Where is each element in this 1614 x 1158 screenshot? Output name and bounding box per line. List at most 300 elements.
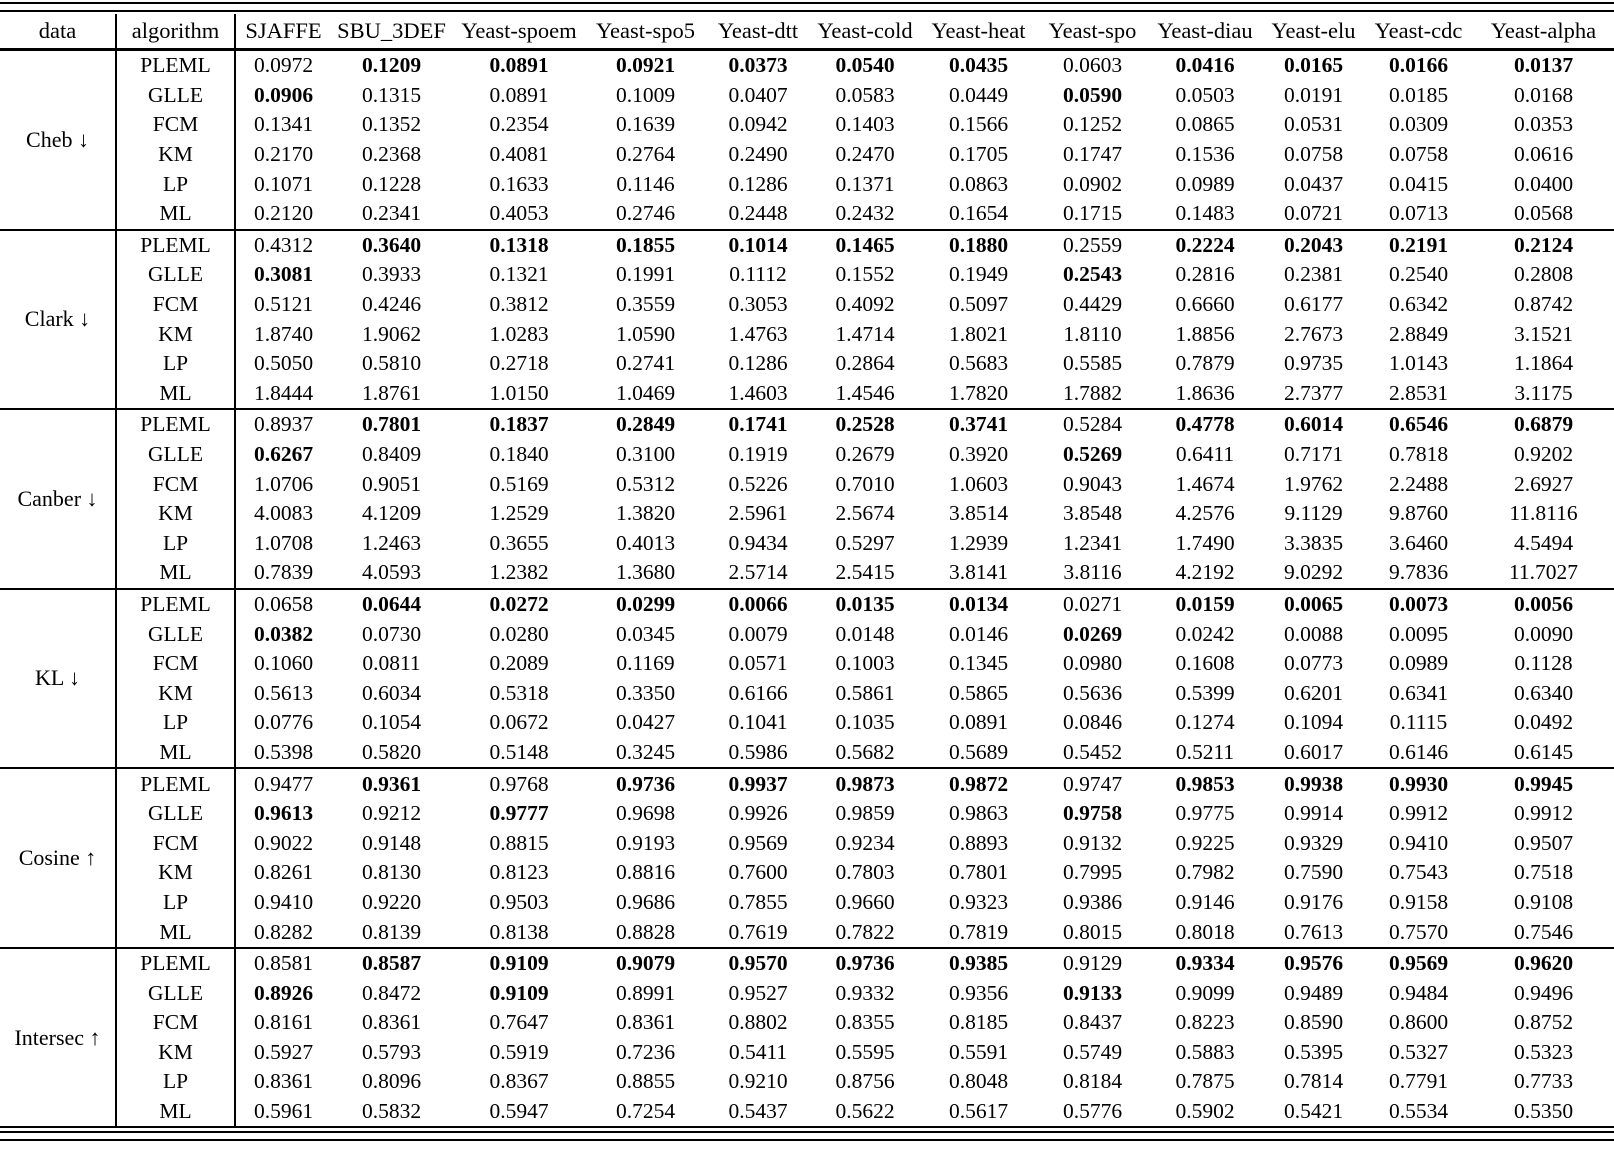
value-cell: 0.8893: [948, 830, 1009, 855]
value-cell: 0.5861: [835, 680, 895, 705]
value-cell: 0.9099: [1175, 980, 1235, 1005]
table-row: [0, 1097, 1614, 1128]
value-cell: 0.5682: [835, 739, 895, 764]
value-cell: 0.5452: [1062, 739, 1123, 764]
value-cell: 0.8581: [235, 948, 331, 979]
value-cell: 0.8015: [1062, 919, 1123, 944]
value-cell: 0.9234: [835, 830, 895, 855]
value-cell: 0.6341: [1388, 680, 1449, 705]
value-cell: 0.8742: [1513, 292, 1574, 317]
value-cell: 0.5622: [835, 1099, 895, 1124]
value-cell: 0.0980: [1062, 651, 1123, 676]
value-cell: 2.5961: [728, 501, 788, 526]
header-dataset-yeast-spo5: Yeast-spo5: [586, 14, 705, 50]
value-cell: 2.8531: [1388, 380, 1449, 405]
value-cell: 0.0165: [1263, 50, 1364, 81]
table-row: [0, 1008, 1614, 1038]
value-cell: 0.8367: [489, 1069, 549, 1094]
value-cell: 0.9930: [1364, 768, 1473, 799]
value-cell: 0.5883: [1175, 1039, 1235, 1064]
value-cell: 0.4778: [1147, 409, 1263, 440]
value-cell: 1.4546: [835, 380, 895, 405]
value-cell: 0.0079: [728, 621, 788, 646]
value-cell: 0.4312: [235, 230, 331, 261]
header-dataset-yeast-cdc: Yeast-cdc: [1364, 14, 1473, 50]
value-cell: 0.2432: [835, 201, 895, 226]
value-cell: 0.2559: [1038, 230, 1147, 261]
value-cell: 0.2764: [615, 142, 676, 167]
value-cell: 0.0382: [253, 621, 314, 646]
value-cell: 0.9361: [331, 768, 452, 799]
value-cell: 0.2540: [1388, 262, 1449, 287]
value-cell: 0.9132: [1062, 830, 1123, 855]
value-cell: 0.0972: [235, 50, 331, 81]
value-cell: 0.8600: [1388, 1010, 1449, 1035]
value-cell: 0.7855: [728, 889, 788, 914]
value-cell: 2.5714: [728, 560, 788, 585]
value-cell: 0.1228: [361, 171, 422, 196]
value-cell: 0.8282: [253, 919, 314, 944]
value-cell: 0.5617: [948, 1099, 1009, 1124]
algorithm-cell: FCM: [116, 469, 235, 499]
value-cell: 0.9210: [728, 1069, 788, 1094]
value-cell: 9.0292: [1283, 560, 1344, 585]
value-cell: 0.5284: [1038, 409, 1147, 440]
algorithm-cell: LP: [116, 1067, 235, 1097]
value-cell: 0.6267: [253, 442, 314, 467]
table-row: [0, 440, 1614, 470]
algorithm-cell: ML: [116, 1097, 235, 1128]
value-cell: 0.7982: [1175, 860, 1235, 885]
value-cell: 1.8740: [253, 321, 314, 346]
value-cell: 0.7995: [1062, 860, 1123, 885]
value-cell: 1.2382: [489, 560, 549, 585]
algorithm-cell: PLEML: [116, 50, 235, 81]
value-cell: 3.8514: [948, 501, 1009, 526]
algorithm-cell: KM: [116, 499, 235, 529]
value-cell: 0.5097: [948, 292, 1009, 317]
table-row: [0, 110, 1614, 140]
value-cell: 0.4081: [489, 142, 549, 167]
value-cell: 0.9410: [253, 889, 314, 914]
value-cell: 0.3812: [489, 292, 549, 317]
value-cell: 0.5437: [728, 1099, 788, 1124]
algorithm-cell: GLLE: [116, 799, 235, 829]
value-cell: 0.0846: [1062, 710, 1123, 735]
header-row: [0, 14, 1614, 50]
value-cell: 0.9569: [1364, 948, 1473, 979]
algorithm-cell: GLLE: [116, 260, 235, 290]
value-cell: 0.9914: [1283, 801, 1344, 826]
table-row: [0, 499, 1614, 529]
value-cell: 0.2089: [489, 651, 549, 676]
value-cell: 0.8361: [253, 1069, 314, 1094]
value-cell: 0.7546: [1513, 919, 1574, 944]
value-cell: 0.5793: [361, 1039, 422, 1064]
value-cell: 0.1286: [728, 351, 788, 376]
value-cell: 0.1169: [616, 651, 675, 676]
value-cell: 0.0427: [615, 710, 676, 735]
value-cell: 0.0269: [1062, 621, 1123, 646]
metric-cell: Clark ↓: [0, 230, 116, 410]
value-cell: 0.1566: [948, 112, 1009, 137]
value-cell: 3.1521: [1513, 321, 1574, 346]
value-cell: 0.9332: [835, 980, 895, 1005]
value-cell: 0.9356: [948, 980, 1009, 1005]
value-cell: 1.8444: [253, 380, 314, 405]
value-cell: 0.0416: [1147, 50, 1263, 81]
value-cell: 0.9489: [1283, 980, 1344, 1005]
header-dataset-yeast-dtt: Yeast-dtt: [705, 14, 811, 50]
algorithm-cell: FCM: [116, 828, 235, 858]
value-cell: 0.9768: [452, 768, 586, 799]
value-cell: 0.1274: [1175, 710, 1235, 735]
value-cell: 1.9062: [361, 321, 422, 346]
algorithm-cell: FCM: [116, 649, 235, 679]
value-cell: 0.0921: [586, 50, 705, 81]
value-cell: 2.7673: [1283, 321, 1344, 346]
value-cell: 0.7791: [1388, 1069, 1449, 1094]
value-cell: 0.9129: [1038, 948, 1147, 979]
table-row: [0, 199, 1614, 230]
value-cell: 0.9386: [1062, 889, 1123, 914]
value-cell: 0.9109: [489, 980, 549, 1005]
value-cell: 0.5927: [253, 1039, 314, 1064]
value-cell: 0.8018: [1175, 919, 1235, 944]
value-cell: 0.6177: [1283, 292, 1344, 317]
metric-cell: Cheb ↓: [0, 50, 116, 230]
value-cell: 0.1639: [615, 112, 676, 137]
value-cell: 0.1919: [728, 442, 788, 467]
value-cell: 0.0299: [586, 589, 705, 620]
value-cell: 0.1747: [1062, 142, 1123, 167]
value-cell: 0.1345: [948, 651, 1009, 676]
table-row: [0, 738, 1614, 769]
value-cell: 0.3640: [331, 230, 452, 261]
value-cell: 0.0758: [1283, 142, 1344, 167]
value-cell: 4.0593: [361, 560, 422, 585]
value-cell: 0.3053: [728, 292, 788, 317]
value-cell: 0.9434: [728, 530, 788, 555]
value-cell: 0.5832: [361, 1099, 422, 1124]
value-cell: 0.9912: [1513, 801, 1574, 826]
table-row: [0, 678, 1614, 708]
value-cell: 0.1060: [253, 651, 314, 676]
value-cell: 1.2529: [489, 501, 549, 526]
value-cell: 0.1014: [705, 230, 811, 261]
value-cell: 0.0146: [948, 621, 1009, 646]
value-cell: 0.6014: [1263, 409, 1364, 440]
table-row: [0, 379, 1614, 410]
value-cell: 2.5674: [835, 501, 895, 526]
value-cell: 0.0773: [1283, 651, 1344, 676]
value-cell: 0.9507: [1513, 830, 1574, 855]
value-cell: 0.0185: [1388, 82, 1449, 107]
value-cell: 0.8802: [728, 1010, 788, 1035]
value-cell: 0.0088: [1283, 621, 1344, 646]
value-cell: 4.1209: [361, 501, 422, 526]
value-cell: 0.0345: [615, 621, 676, 646]
value-cell: 0.9945: [1473, 768, 1614, 799]
value-cell: 1.4603: [728, 380, 788, 405]
value-cell: 0.1715: [1062, 201, 1123, 226]
value-cell: 0.0280: [489, 621, 549, 646]
algorithm-cell: KM: [116, 319, 235, 349]
value-cell: 0.1115: [1389, 710, 1448, 735]
value-cell: 0.2528: [811, 409, 919, 440]
value-cell: 3.3835: [1283, 530, 1344, 555]
value-cell: 4.5494: [1513, 530, 1574, 555]
value-cell: 0.6034: [361, 680, 422, 705]
algorithm-cell: GLLE: [116, 619, 235, 649]
value-cell: 0.5350: [1513, 1099, 1574, 1124]
value-cell: 0.8991: [615, 980, 676, 1005]
value-cell: 0.9158: [1388, 889, 1449, 914]
value-cell: 1.4674: [1175, 471, 1235, 496]
value-cell: 0.0090: [1513, 621, 1574, 646]
value-cell: 0.0373: [705, 50, 811, 81]
value-cell: 0.5411: [728, 1039, 788, 1064]
algorithm-cell: KM: [116, 678, 235, 708]
value-cell: 0.9686: [615, 889, 676, 914]
value-cell: 9.1129: [1284, 501, 1343, 526]
value-cell: 0.7733: [1513, 1069, 1574, 1094]
value-cell: 0.3350: [615, 680, 676, 705]
value-cell: 0.4092: [835, 292, 895, 317]
value-cell: 0.9863: [948, 801, 1009, 826]
value-cell: 9.7836: [1388, 560, 1449, 585]
value-cell: 0.1741: [705, 409, 811, 440]
value-cell: 0.5327: [1388, 1039, 1449, 1064]
algorithm-cell: PLEML: [116, 589, 235, 620]
value-cell: 0.9859: [835, 801, 895, 826]
value-cell: 0.5689: [948, 739, 1009, 764]
value-cell: 3.8548: [1062, 501, 1123, 526]
value-cell: 0.9484: [1388, 980, 1449, 1005]
table-row: [0, 469, 1614, 499]
value-cell: 0.6660: [1175, 292, 1235, 317]
value-cell: 0.5865: [948, 680, 1009, 705]
value-cell: 1.0708: [253, 530, 314, 555]
value-cell: 0.5226: [728, 471, 788, 496]
table-row: [0, 260, 1614, 290]
value-cell: 0.5919: [489, 1039, 549, 1064]
value-cell: 1.2463: [361, 530, 422, 555]
value-cell: 0.1341: [253, 112, 314, 137]
value-cell: 0.5810: [361, 351, 422, 376]
value-cell: 1.8110: [1063, 321, 1122, 346]
value-cell: 0.9853: [1147, 768, 1263, 799]
value-cell: 0.2718: [489, 351, 549, 376]
value-cell: 3.8116: [1063, 560, 1122, 585]
value-cell: 0.5585: [1062, 351, 1123, 376]
value-cell: 0.5749: [1062, 1039, 1123, 1064]
value-cell: 0.1054: [361, 710, 422, 735]
value-cell: 0.7803: [835, 860, 895, 885]
value-cell: 0.5636: [1062, 680, 1123, 705]
value-cell: 0.1315: [361, 82, 422, 107]
value-cell: 0.9225: [1175, 830, 1235, 855]
algorithm-cell: GLLE: [116, 978, 235, 1008]
value-cell: 0.0616: [1513, 142, 1574, 167]
value-cell: 0.3245: [615, 739, 676, 764]
value-cell: 0.0407: [728, 82, 788, 107]
value-cell: 0.6411: [1175, 442, 1235, 467]
value-cell: 0.7879: [1175, 351, 1235, 376]
value-cell: 0.7819: [948, 919, 1009, 944]
value-cell: 0.1041: [728, 710, 788, 735]
value-cell: 0.0191: [1283, 82, 1344, 107]
header-dataset-yeast-diau: Yeast-diau: [1147, 14, 1263, 50]
value-cell: 0.2543: [1062, 262, 1123, 287]
value-cell: 0.2864: [835, 351, 895, 376]
value-cell: 0.8139: [361, 919, 422, 944]
algorithm-cell: LP: [116, 888, 235, 918]
value-cell: 0.9212: [361, 801, 422, 826]
value-cell: 0.8223: [1175, 1010, 1235, 1035]
value-cell: 0.9758: [1062, 801, 1123, 826]
metric-cell: KL ↓: [0, 589, 116, 769]
value-cell: 0.8590: [1283, 1010, 1344, 1035]
value-cell: 1.0706: [253, 471, 314, 496]
value-cell: 1.0590: [615, 321, 676, 346]
value-cell: 0.9873: [811, 768, 919, 799]
value-cell: 0.1633: [489, 171, 549, 196]
value-cell: 0.1035: [835, 710, 895, 735]
value-cell: 1.7820: [948, 380, 1009, 405]
value-cell: 0.9022: [253, 830, 314, 855]
algorithm-cell: FCM: [116, 110, 235, 140]
value-cell: 0.0540: [811, 50, 919, 81]
table-row: [0, 799, 1614, 829]
algorithm-cell: FCM: [116, 1008, 235, 1038]
value-cell: 0.3920: [948, 442, 1009, 467]
value-cell: 0.0776: [253, 710, 314, 735]
value-cell: 1.0469: [615, 380, 676, 405]
value-cell: 0.0056: [1473, 589, 1614, 620]
value-cell: 0.0492: [1513, 710, 1574, 735]
value-cell: 0.7543: [1388, 860, 1449, 885]
value-cell: 0.9202: [1513, 442, 1574, 467]
table-row: [0, 978, 1614, 1008]
metric-cell: Intersec ↑: [0, 948, 116, 1128]
value-cell: 1.8761: [361, 380, 422, 405]
value-cell: 0.0166: [1364, 50, 1473, 81]
value-cell: 0.1880: [919, 230, 1038, 261]
value-cell: 0.8184: [1062, 1069, 1123, 1094]
value-cell: 0.7613: [1283, 919, 1344, 944]
value-cell: 0.8752: [1513, 1010, 1574, 1035]
value-cell: 0.0758: [1388, 142, 1449, 167]
value-cell: 0.2816: [1175, 262, 1235, 287]
value-cell: 0.7801: [948, 860, 1009, 885]
value-cell: 0.9220: [361, 889, 422, 914]
value-cell: 0.7619: [728, 919, 788, 944]
value-cell: 0.8138: [489, 919, 549, 944]
algorithm-cell: LP: [116, 708, 235, 738]
table-row: [0, 319, 1614, 349]
value-cell: 0.7647: [489, 1010, 549, 1035]
value-cell: 0.0658: [235, 589, 331, 620]
value-cell: 0.0713: [1388, 201, 1449, 226]
value-cell: 0.6342: [1388, 292, 1449, 317]
value-cell: 0.0272: [452, 589, 586, 620]
value-cell: 0.8123: [489, 860, 549, 885]
value-cell: 0.5986: [728, 739, 788, 764]
algorithm-cell: KM: [116, 858, 235, 888]
value-cell: 0.9133: [1062, 980, 1123, 1005]
value-cell: 0.9503: [489, 889, 549, 914]
value-cell: 0.3655: [489, 530, 549, 555]
value-cell: 0.0989: [1388, 651, 1449, 676]
value-cell: 0.0891: [948, 710, 1009, 735]
value-cell: 0.8409: [361, 442, 422, 467]
value-cell: 0.0590: [1062, 82, 1123, 107]
value-cell: 0.5395: [1283, 1039, 1344, 1064]
value-cell: 4.2576: [1175, 501, 1235, 526]
value-cell: 0.0902: [1062, 171, 1123, 196]
value-cell: 0.1403: [835, 112, 895, 137]
top-double-rule: [0, 2, 1614, 12]
value-cell: 0.7814: [1283, 1069, 1344, 1094]
value-cell: 0.1705: [948, 142, 1009, 167]
value-cell: 0.1003: [835, 651, 895, 676]
value-cell: 0.8355: [835, 1010, 895, 1035]
value-cell: 0.5297: [835, 530, 895, 555]
value-cell: 0.9329: [1283, 830, 1344, 855]
value-cell: 0.0242: [1175, 621, 1235, 646]
value-cell: 0.8828: [615, 919, 676, 944]
value-cell: 0.9569: [728, 830, 788, 855]
value-cell: 0.8130: [361, 860, 422, 885]
table-header: [0, 14, 1614, 50]
header-dataset-yeast-heat: Yeast-heat: [919, 14, 1038, 50]
metric-cell: Canber ↓: [0, 409, 116, 589]
value-cell: 0.0437: [1283, 171, 1344, 196]
value-cell: 1.3680: [615, 560, 676, 585]
value-cell: 0.8756: [835, 1069, 895, 1094]
table-row: [0, 828, 1614, 858]
value-cell: 0.0531: [1283, 112, 1344, 137]
algorithm-cell: ML: [116, 738, 235, 769]
value-cell: 0.3741: [919, 409, 1038, 440]
value-cell: 0.2341: [361, 201, 422, 226]
header-data: data: [0, 14, 116, 50]
table-row: [0, 948, 1614, 979]
value-cell: 0.4053: [489, 201, 549, 226]
value-cell: 0.1608: [1175, 651, 1235, 676]
metric-cell: Cosine ↑: [0, 768, 116, 948]
value-cell: 1.8856: [1175, 321, 1235, 346]
table-row: [0, 917, 1614, 948]
value-cell: 1.1864: [1513, 351, 1574, 376]
value-cell: 0.0644: [331, 589, 452, 620]
header-algorithm: algorithm: [116, 14, 235, 50]
value-cell: 1.0143: [1388, 351, 1449, 376]
value-cell: 0.5211: [1175, 739, 1235, 764]
value-cell: 0.1209: [331, 50, 452, 81]
value-cell: 0.0989: [1175, 171, 1235, 196]
value-cell: 0.0942: [728, 112, 788, 137]
value-cell: 0.1286: [728, 171, 788, 196]
value-cell: 0.9698: [615, 801, 676, 826]
header-dataset-yeast-spo: Yeast-spo: [1038, 14, 1147, 50]
value-cell: 0.5591: [948, 1039, 1009, 1064]
algorithm-cell: ML: [116, 379, 235, 410]
value-cell: 0.1536: [1175, 142, 1235, 167]
value-cell: 0.6146: [1388, 739, 1449, 764]
value-cell: 0.5399: [1175, 680, 1235, 705]
